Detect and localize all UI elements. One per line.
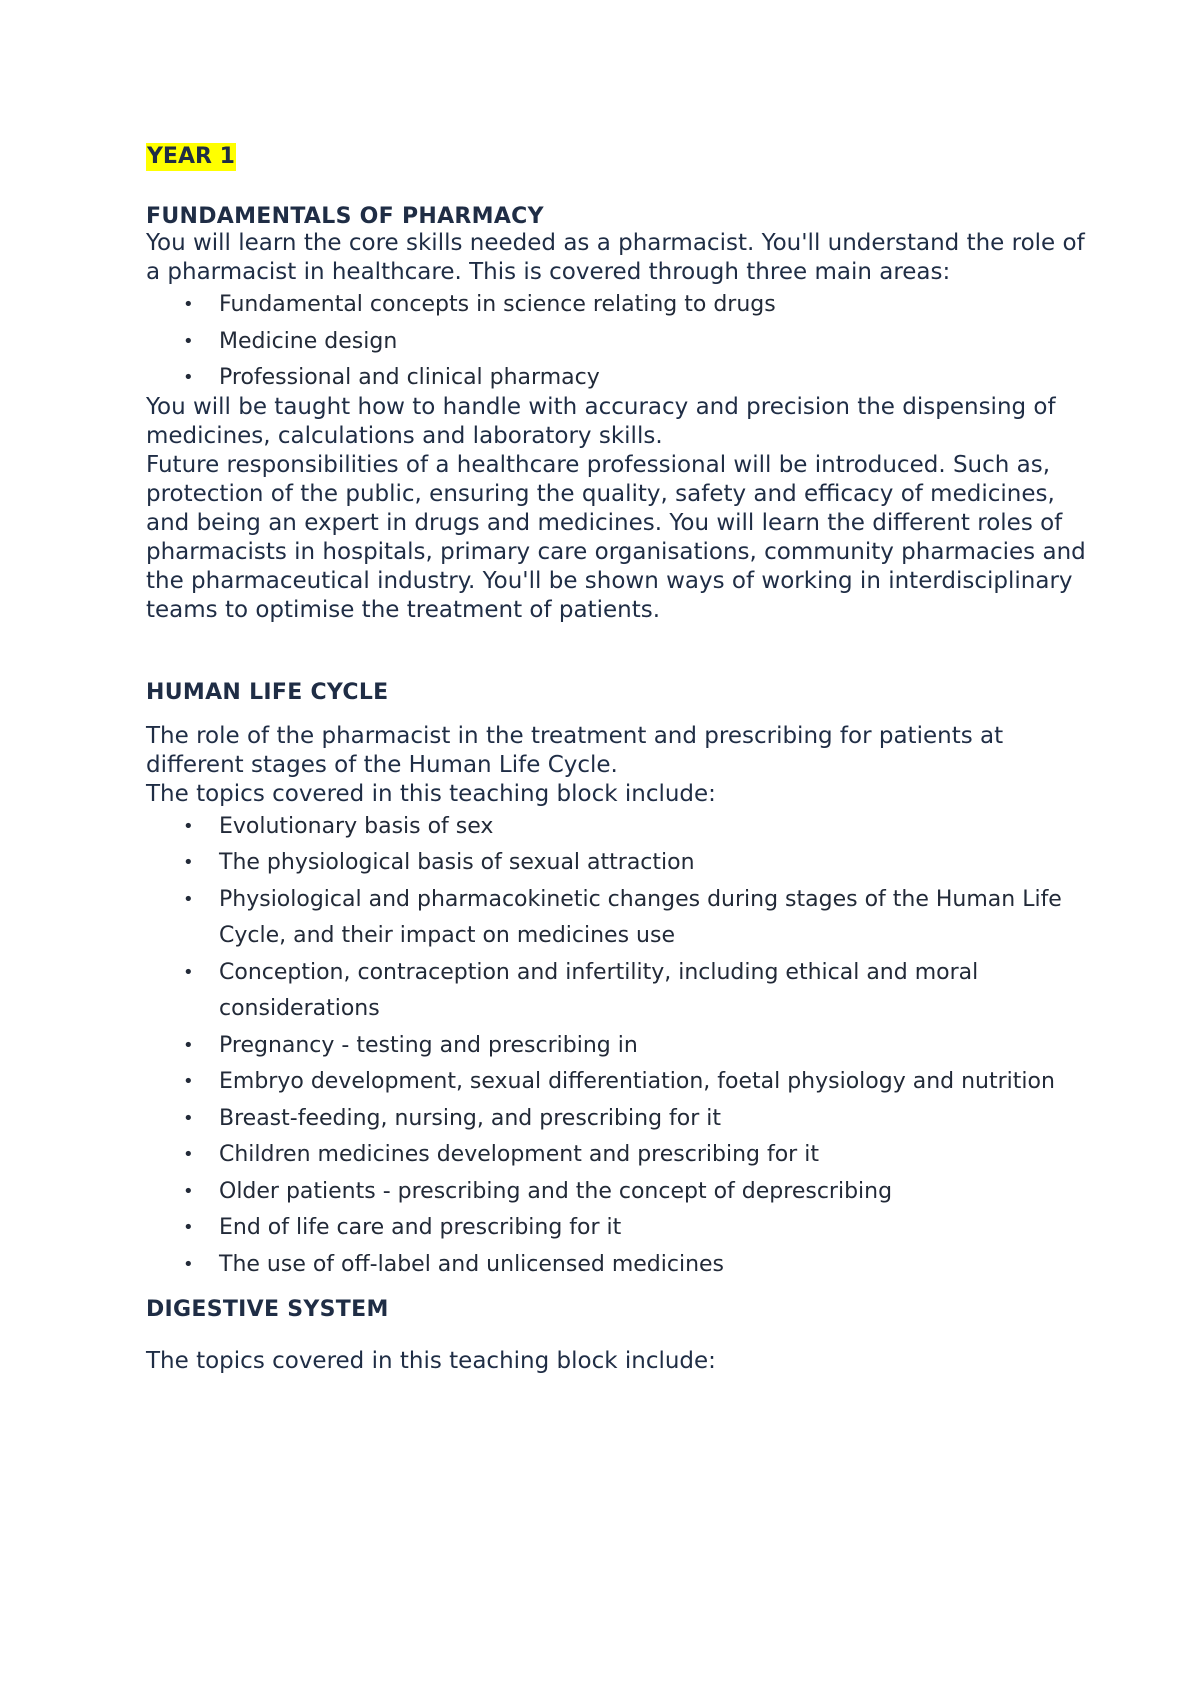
list-item: • Children medicines development and prescribing for it xyxy=(146,1137,1086,1174)
year-label: YEAR 1 xyxy=(147,144,235,169)
list-item: • Pregnancy - testing and prescribing in xyxy=(146,1028,1086,1065)
list-item: • Evolutionary basis of sex xyxy=(146,809,1086,846)
section-heading: HUMAN LIFE CYCLE xyxy=(146,679,389,705)
list-item: • Conception, contraception and infertility, including ethical and moral considerations xyxy=(146,955,1086,1028)
section-heading: DIGESTIVE SYSTEM xyxy=(146,1297,389,1322)
list-item: • The use of off-label and unlicensed medicines xyxy=(146,1247,1086,1284)
section-paragraph: Future responsibilities of a healthcare professional will be introduced. Such as, protection of the public, ensuring the quality, safety and efficacy of medicines, and being an expert in drugs and medicines. You will learn the different roles of pharmacists in hospitals, primary care organisations, community pharmacies and the pharmaceutical industry. You'll be shown ways of working in interdisciplinary teams to optimise the treatment of patients. xyxy=(146,451,1086,623)
section-intro-2: The topics covered in this teaching block include: xyxy=(146,780,716,807)
bullet-icon: • xyxy=(183,1071,194,1092)
year-heading xyxy=(146,143,1086,171)
list-item: • The physiological basis of sexual attraction xyxy=(146,845,1086,882)
bullet-icon: • xyxy=(183,961,194,983)
list-item: • Fundamental concepts in science relating to drugs xyxy=(146,287,1086,324)
list-item: • Breast-feeding, nursing, and prescribing for it xyxy=(146,1101,1086,1138)
bullet-icon: • xyxy=(183,1217,194,1238)
section-digestive-system xyxy=(146,1297,1086,1376)
section-intro: The topics covered in this teaching block include: xyxy=(146,1348,716,1374)
bullet-list xyxy=(146,809,1086,1284)
bullet-icon: • xyxy=(183,852,194,873)
bullet-icon: • xyxy=(183,1180,194,1202)
section-intro: The role of the pharmacist in the treatment and prescribing for patients at different stages of the Human Life Cycle. xyxy=(146,722,1004,778)
bullet-icon: • xyxy=(183,1034,194,1056)
list-item: • Older patients - prescribing and the concept of deprescribing xyxy=(146,1174,1086,1211)
bullet-list xyxy=(146,287,1086,397)
bullet-icon: • xyxy=(183,367,194,388)
document-body xyxy=(146,143,1086,1376)
list-item: • Embryo development, sexual differentiation, foetal physiology and nutrition xyxy=(146,1064,1086,1101)
bullet-icon: • xyxy=(183,294,194,315)
bullet-icon: • xyxy=(183,1253,194,1275)
section-human-life-cycle xyxy=(146,680,1086,1284)
bullet-icon: • xyxy=(183,815,194,837)
list-item: • Professional and clinical pharmacy xyxy=(146,360,1086,397)
bullet-icon: • xyxy=(183,1144,194,1165)
list-item: • Physiological and pharmacokinetic changes during stages of the Human Life Cycle, and their impact on medicines use xyxy=(146,882,1086,955)
list-item: • End of life care and prescribing for it xyxy=(146,1210,1086,1247)
bullet-icon: • xyxy=(183,330,194,352)
section-intro: You will learn the core skills needed as a pharmacist. You'll understand the role of a pharmacist in healthcare. This is covered through three main areas: xyxy=(146,230,1085,285)
bullet-icon: • xyxy=(183,888,194,910)
bullet-icon: • xyxy=(183,1107,194,1129)
section-heading: FUNDAMENTALS OF PHARMACY xyxy=(146,204,544,229)
section-fundamentals xyxy=(146,204,1086,625)
section-paragraph: You will be taught how to handle with accuracy and precision the dispensing of medicines, calculations and laboratory skills. xyxy=(146,393,1056,449)
list-item: • Medicine design xyxy=(146,324,1086,361)
